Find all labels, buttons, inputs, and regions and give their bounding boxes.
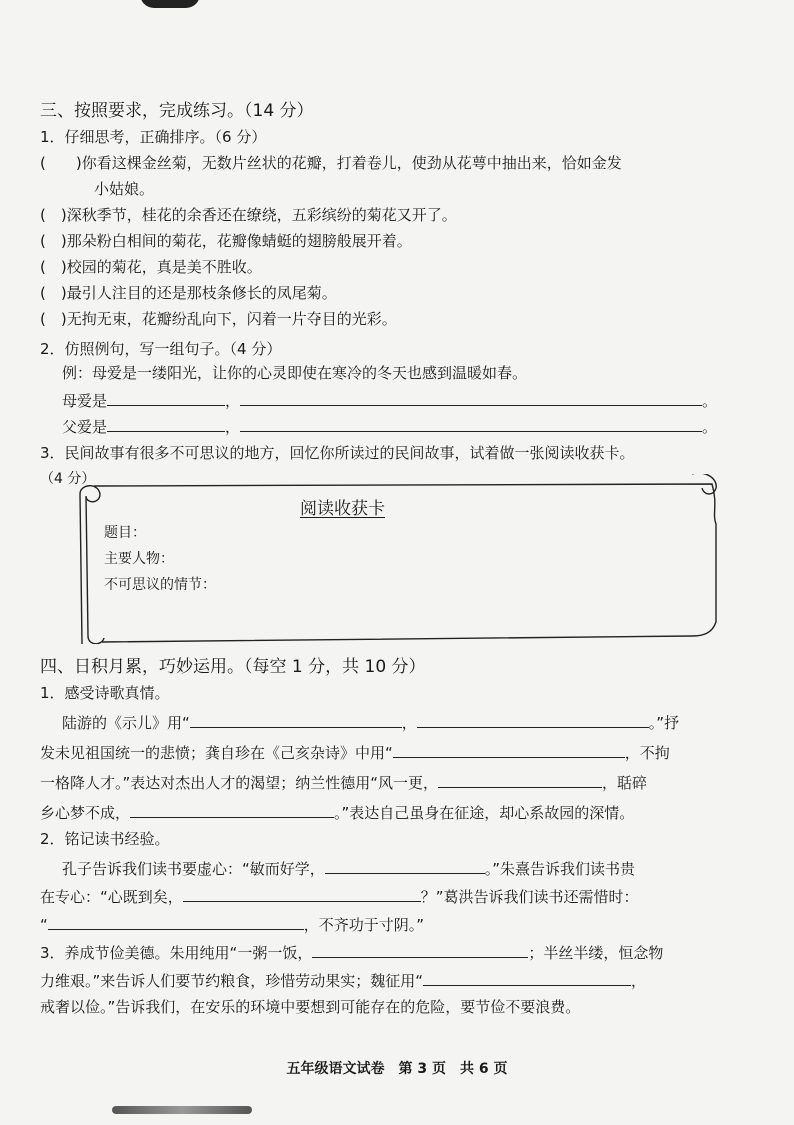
scan-mark-top <box>140 0 200 8</box>
page-footer: 五年级语文试卷 第 3 页 共 6 页 <box>286 1061 508 1077</box>
q1-item-2: ( )深秋季节，桂花的余香还在缭绕，五彩缤纷的菊花又开了。 <box>40 206 457 224</box>
answer-blank[interactable] <box>312 940 528 958</box>
q2-line-father: 父爱是 ， 。 <box>62 414 717 437</box>
q1-item-6: ( )无拘无束，花瓣纷乱向下，闪着一片夺目的光彩。 <box>40 310 397 328</box>
s4-q3-line3: 戒奢以俭。”告诉我们，在安乐的环境中要想到可能存在的危险，要节俭不要浪费。 <box>40 998 581 1016</box>
q1-item-1: ( )你看这棵金丝菊，无数片丝状的花瓣，打着卷儿，使劲从花萼中抽出来，恰如金发 <box>40 154 622 172</box>
q2-line1-label: 母爱是 <box>62 392 108 410</box>
answer-blank[interactable] <box>107 388 225 406</box>
q2-line2-label: 父爱是 <box>62 418 108 436</box>
q1-item-1-cont: 小姑娘。 <box>94 180 155 198</box>
answer-blank[interactable] <box>240 414 702 432</box>
q3-score: （4 分） <box>40 471 96 487</box>
answer-blank[interactable] <box>393 740 625 758</box>
q1-item-4: ( )校园的菊花，真是美不胜收。 <box>40 258 262 276</box>
s4-q2-prompt: 2．铭记读书经验。 <box>40 830 170 848</box>
s4-q1-line3: 一格降人才。”表达对杰出人才的渴望；纳兰性德用“风一更， ，聒碎 <box>40 770 647 793</box>
q2-line-mother: 母爱是 ， 。 <box>62 388 717 411</box>
q2-example: 例：母爱是一缕阳光，让你的心灵即使在寒冷的冬天也感到温暖如春。 <box>62 364 528 382</box>
answer-blank[interactable] <box>48 912 304 930</box>
section-3-title: 三、按照要求，完成练习。（14 分） <box>40 101 314 121</box>
answer-blank[interactable] <box>438 770 602 788</box>
card-field-title[interactable]: 题目： <box>104 525 146 541</box>
answer-blank[interactable] <box>325 856 485 874</box>
scan-mark-bottom <box>112 1106 252 1114</box>
q3-prompt: 3．民间故事有很多不可思议的地方，回忆你所读过的民间故事，试着做一张阅读收获卡。 <box>40 444 635 462</box>
s4-q3-line2: 力维艰。”来告诉人们要节约粮食，珍惜劳动果实；魏征用“ ， <box>40 968 646 991</box>
s4-q2-line1: 孔子告诉我们读书要虚心：“敏而好学， 。”朱熹告诉我们读书贵 <box>62 856 635 879</box>
s4-q3-line1: 3．养成节俭美德。朱用纯用“一粥一饭， ；半丝半缕，恒念物 <box>40 940 663 963</box>
s4-q1-prompt: 1．感受诗歌真情。 <box>40 684 170 702</box>
q2-prompt: 2．仿照例句，写一组句子。（4 分） <box>40 340 282 358</box>
q1-item-3: ( )那朵粉白相间的菊花，花瓣像蜻蜓的翅膀般展开着。 <box>40 232 412 250</box>
reading-card <box>72 474 718 644</box>
s4-q1-line1: 陆游的《示儿》用“ ， 。”抒 <box>62 710 679 733</box>
answer-blank[interactable] <box>417 710 649 728</box>
q1-prompt: 1．仔细思考，正确排序。（6 分） <box>40 128 267 146</box>
answer-blank[interactable] <box>130 800 334 818</box>
answer-blank[interactable] <box>423 968 631 986</box>
s4-q1-line4: 乡心梦不成， 。”表达自己虽身在征途，却心系故园的深情。 <box>40 800 634 823</box>
card-field-characters[interactable]: 主要人物： <box>104 551 174 567</box>
s4-q2-line3: “ ，不齐功于寸阴。” <box>40 912 424 935</box>
answer-blank[interactable] <box>240 388 702 406</box>
answer-blank[interactable] <box>183 884 421 902</box>
s4-q1-line2: 发未见祖国统一的悲愤；龚自珍在《己亥杂诗》中用“ ，不拘 <box>40 740 670 763</box>
q1-item-5: ( )最引人注目的还是那枝条修长的凤尾菊。 <box>40 284 337 302</box>
section-4-title: 四、日积月累，巧妙运用。（每空 1 分，共 10 分） <box>40 657 426 677</box>
card-title: 阅读收获卡 <box>300 499 385 519</box>
answer-blank[interactable] <box>190 710 402 728</box>
card-field-plot[interactable]: 不可思议的情节： <box>104 577 216 593</box>
answer-blank[interactable] <box>107 414 225 432</box>
s4-q2-line2: 在专心：“心既到矣， ？”葛洪告诉我们读书还需惜时： <box>40 884 639 907</box>
